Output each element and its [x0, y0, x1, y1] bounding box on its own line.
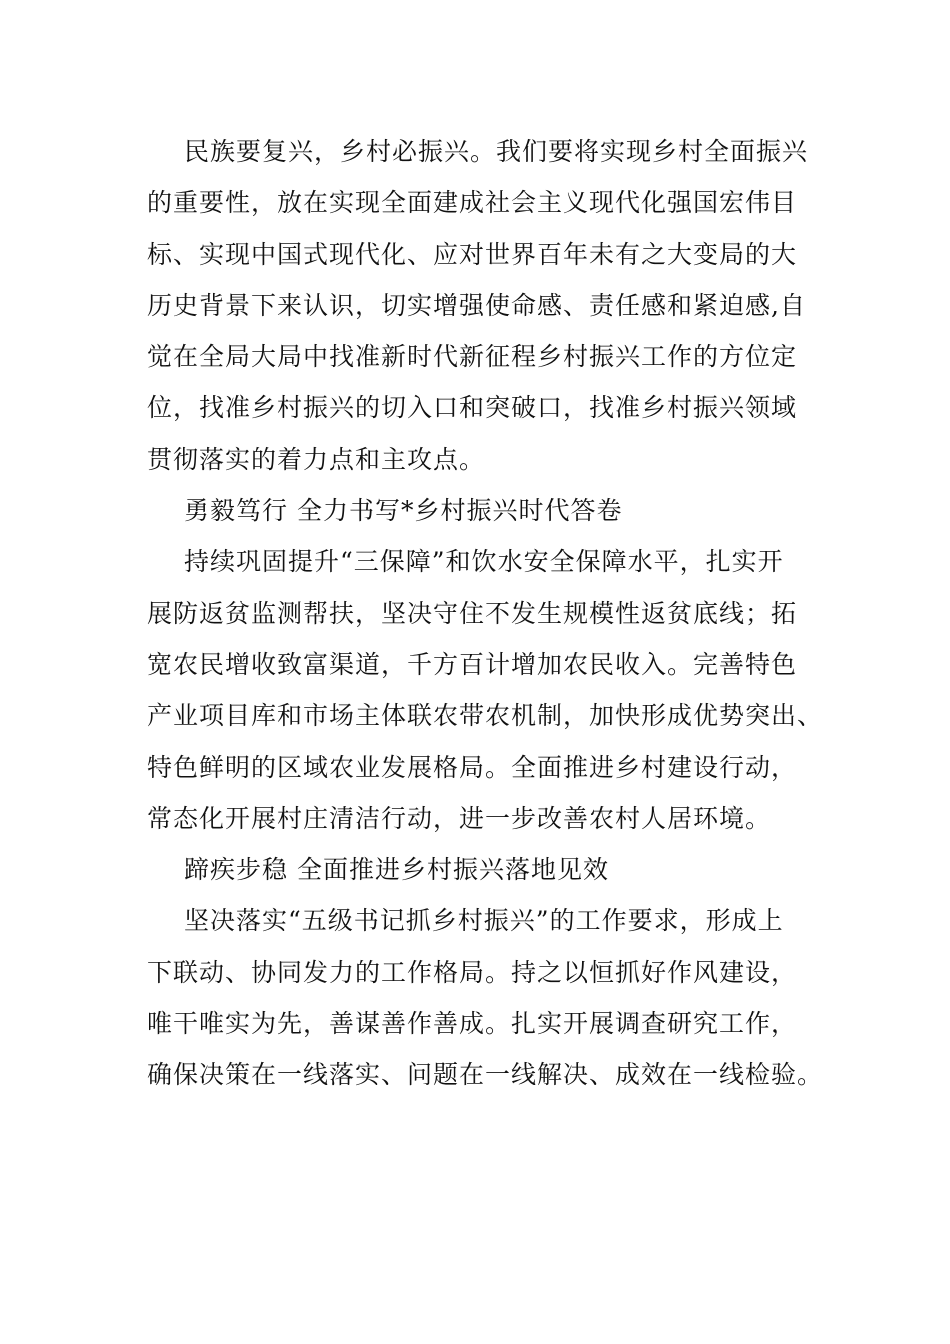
- section-heading-1: 勇毅笃行 全力书写*乡村振兴时代答卷: [184, 496, 623, 526]
- paragraph-1-line-7: 贯彻落实的着力点和主攻点。: [147, 444, 486, 474]
- paragraph-1-line-3: 标、实现中国式现代化、应对世界百年未有之大变局的大: [147, 239, 798, 269]
- section-heading-2: 蹄疾步稳 全面推进乡村振兴落地见效: [184, 855, 609, 885]
- paragraph-3-line-2: 下联动、协同发力的工作格局。持之以恒抓好作风建设，: [147, 957, 798, 987]
- paragraph-2-line-4: 产业项目库和市场主体联农带农机制，加快形成优势突出、: [147, 701, 824, 731]
- paragraph-3-line-1: 坚决落实“五级书记抓乡村振兴”的工作要求，形成上: [184, 906, 784, 936]
- paragraph-2-line-1: 持续巩固提升“三保障”和饮水安全保障水平，扎实开: [184, 547, 784, 577]
- paragraph-2-line-6: 常态化开展村庄清洁行动，进一步改善农村人居环境。: [147, 803, 772, 833]
- paragraph-1-line-6: 位，找准乡村振兴的切入口和突破口，找准乡村振兴领域: [147, 393, 798, 423]
- paragraph-2-line-5: 特色鲜明的区域农业发展格局。全面推进乡村建设行动，: [147, 752, 798, 782]
- paragraph-1-line-1: 民族要复兴，乡村必振兴。我们要将实现乡村全面振兴: [184, 137, 809, 166]
- paragraph-1-line-2: 的重要性，放在实现全面建成社会主义现代化强国宏伟目: [147, 188, 798, 218]
- paragraph-3-line-4: 确保决策在一线落实、问题在一线解决、成效在一线检验。: [147, 1060, 824, 1090]
- document-body: [147, 126, 824, 1101]
- paragraph-1-line-4: 历史背景下来认识，切实增强使命感、责任感和紧迫感,自: [147, 290, 806, 320]
- paragraph-2-line-3: 宽农民增收致富渠道，千方百计增加农民收入。完善特色: [147, 649, 798, 679]
- paragraph-2-line-2: 展防返贫监测帮扶，坚决守住不发生规模性返贫底线；拓: [147, 598, 798, 628]
- paragraph-1-line-5: 觉在全局大局中找准新时代新征程乡村振兴工作的方位定: [147, 342, 798, 372]
- paragraph-3-line-3: 唯干唯实为先，善谋善作善成。扎实开展调查研究工作，: [147, 1009, 798, 1039]
